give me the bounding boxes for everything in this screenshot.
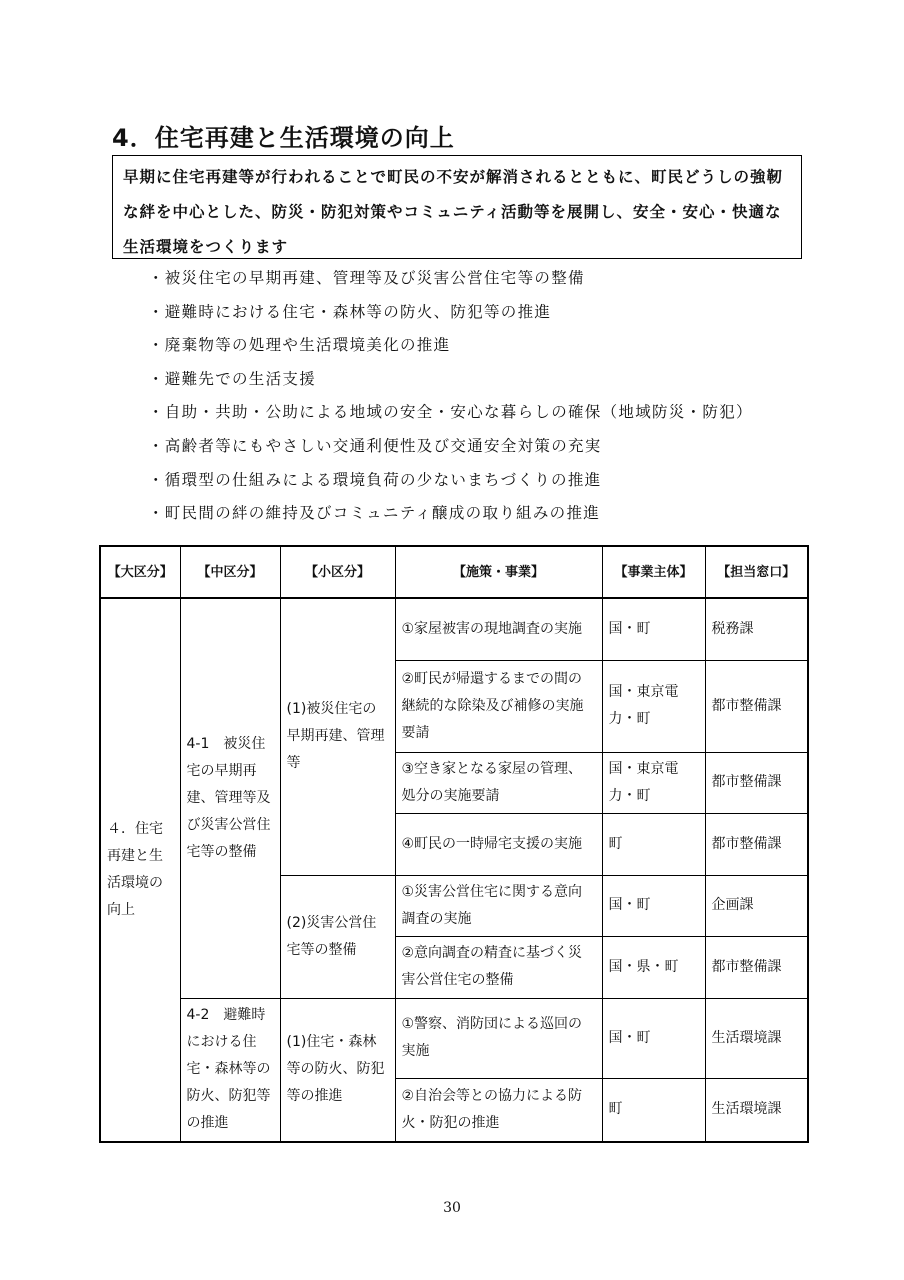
office-cell: 都市整備課 (705, 936, 808, 998)
section-heading: 4．住宅再建と生活環境の向上 (112, 124, 455, 152)
entity-cell: 町 (602, 1078, 705, 1142)
office-cell: 生活環境課 (705, 1078, 808, 1142)
measures-table (99, 545, 809, 1143)
small-category-cell: (1)住宅・森林等の防火、防犯等の推進 (280, 998, 395, 1142)
header-office: 【担当窓口】 (705, 546, 808, 598)
office-cell: 生活環境課 (705, 998, 808, 1078)
page-number: 30 (443, 1200, 461, 1216)
header-major-category: 【大区分】 (100, 546, 180, 598)
measure-cell: ①災害公営住宅に関する意向調査の実施 (395, 875, 602, 936)
major-category-cell: ４．住宅再建と生活環境の向上 (100, 598, 180, 1142)
small-category-cell: (2)災害公営住宅等の整備 (280, 875, 395, 998)
entity-cell: 国・東京電力・町 (602, 752, 705, 813)
list-item: ・被災住宅の早期再建、管理等及び災害公営住宅等の整備 (148, 269, 585, 287)
office-cell: 都市整備課 (705, 660, 808, 752)
measure-cell: ①家屋被害の現地調査の実施 (395, 598, 602, 660)
entity-cell: 町 (602, 813, 705, 875)
office-cell: 企画課 (705, 875, 808, 936)
office-cell: 都市整備課 (705, 813, 808, 875)
table-row (100, 998, 808, 1078)
office-cell: 都市整備課 (705, 752, 808, 813)
list-item: ・高齢者等にもやさしい交通利便性及び交通安全対策の充実 (148, 436, 602, 455)
measure-cell: ②意向調査の精査に基づく災害公営住宅の整備 (395, 936, 602, 998)
measure-cell: ③空き家となる家屋の管理、処分の実施要請 (395, 752, 602, 813)
header-measure: 【施策・事業】 (395, 546, 602, 598)
entity-cell: 国・町 (602, 998, 705, 1078)
header-small-category: 【小区分】 (280, 546, 395, 598)
policy-bullet-list (148, 262, 753, 531)
mid-category-cell: 4-2 避難時における住宅・森林等の防火、防犯等の推進 (180, 998, 280, 1142)
entity-cell: 国・東京電力・町 (602, 660, 705, 752)
mid-category-cell: 4-1 被災住宅の早期再建、管理等及び災害公営住宅等の整備 (180, 598, 280, 998)
list-item: ・自助・共助・公助による地域の安全・安心な暮らしの確保（地域防災・防犯） (148, 403, 753, 422)
entity-cell: 国・町 (602, 598, 705, 660)
summary-box: 早期に住宅再建等が行われることで町民の不安が解消されるとともに、町民どうしの強靭な絆を中心とした、防災・防犯対策やコミュニティ活動等を展開し、安全・安心・快適な生活環境をつくります (112, 155, 802, 259)
table-row (100, 598, 808, 660)
table-header-row (100, 546, 808, 598)
small-category-cell: (1)被災住宅の早期再建、管理等 (280, 598, 395, 875)
entity-cell: 国・県・町 (602, 936, 705, 998)
list-item: ・町民間の絆の維持及びコミュニティ醸成の取り組みの推進 (148, 504, 601, 523)
measure-cell: ①警察、消防団による巡回の実施 (395, 998, 602, 1078)
header-entity: 【事業主体】 (602, 546, 705, 598)
measure-cell: ②町民が帰還するまでの間の継続的な除染及び補修の実施要請 (395, 660, 602, 752)
header-mid-category: 【中区分】 (180, 546, 280, 598)
list-item: ・避難先での生活支援 (148, 369, 317, 388)
entity-cell: 国・町 (602, 875, 705, 936)
list-item: ・避難時における住宅・森林等の防火、防犯等の推進 (148, 302, 552, 321)
measure-cell: ④町民の一時帰宅支援の実施 (395, 813, 602, 875)
measure-cell: ②自治会等との協力による防火・防犯の推進 (395, 1078, 602, 1142)
list-item: ・循環型の仕組みによる環境負荷の少ないまちづくりの推進 (148, 470, 602, 489)
list-item: ・廃棄物等の処理や生活環境美化の推進 (148, 336, 451, 355)
office-cell: 税務課 (705, 598, 808, 660)
